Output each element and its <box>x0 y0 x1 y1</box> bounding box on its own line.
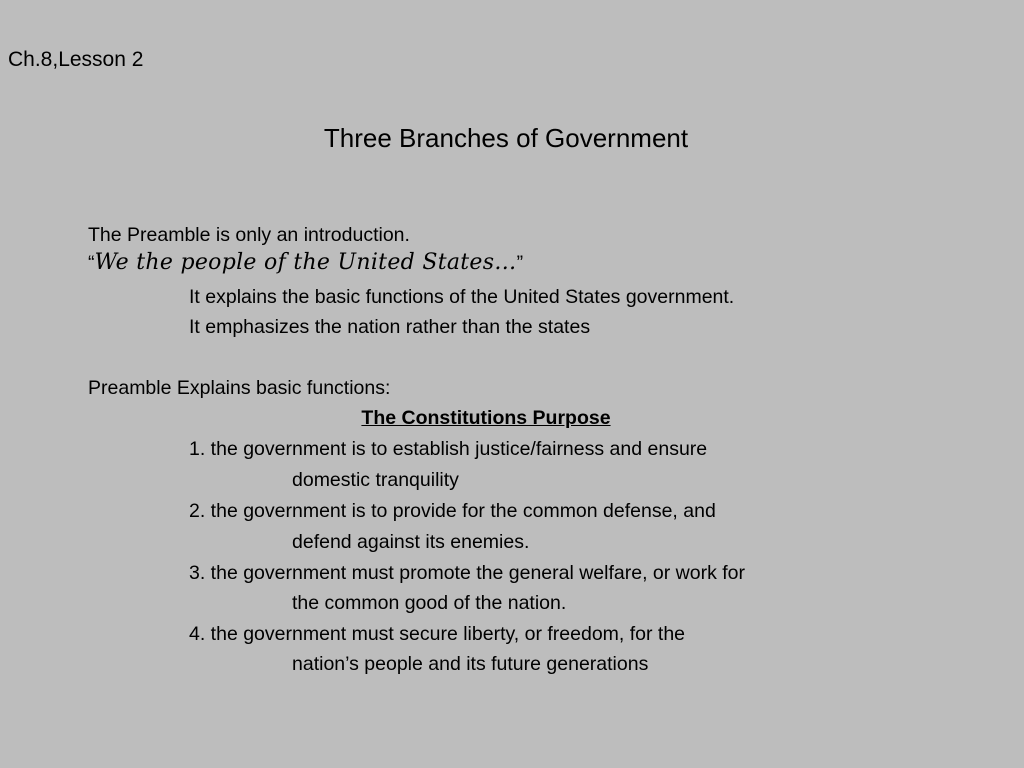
purpose-item-line: 3. the government must promote the general welfare, or work for <box>189 562 746 584</box>
explains-line: It explains the basic functions of the United States government. <box>189 286 735 308</box>
slide-title: Three Branches of Government <box>323 123 689 153</box>
preamble-quote <box>88 248 523 278</box>
purpose-item-line: 4. the government must secure liberty, or freedom, for the <box>189 623 686 645</box>
purpose-item-continuation: defend against its enemies. <box>292 531 530 553</box>
explains-line: It emphasizes the nation rather than the states <box>189 316 591 338</box>
quote-text: We the people of the United States… <box>94 250 517 275</box>
purpose-item-line: 2. the government is to provide for the common defense, and <box>189 500 716 522</box>
quote-open-mark: “ <box>88 252 95 274</box>
purpose-item-continuation: the common good of the nation. <box>292 592 567 614</box>
purpose-item-continuation: nation’s people and its future generations <box>292 653 649 675</box>
intro-text: The Preamble is only an introduction. <box>88 224 410 246</box>
quote-close-mark: ” <box>516 252 524 274</box>
purpose-heading: The Constitutions Purpose <box>361 407 611 429</box>
purpose-item-line: 1. the government is to establish justice/fairness and ensure <box>189 438 708 460</box>
preamble-heading: Preamble Explains basic functions: <box>88 377 391 399</box>
lesson-label: Ch.8,Lesson 2 <box>8 48 144 71</box>
purpose-item-continuation: domestic tranquility <box>292 469 459 491</box>
